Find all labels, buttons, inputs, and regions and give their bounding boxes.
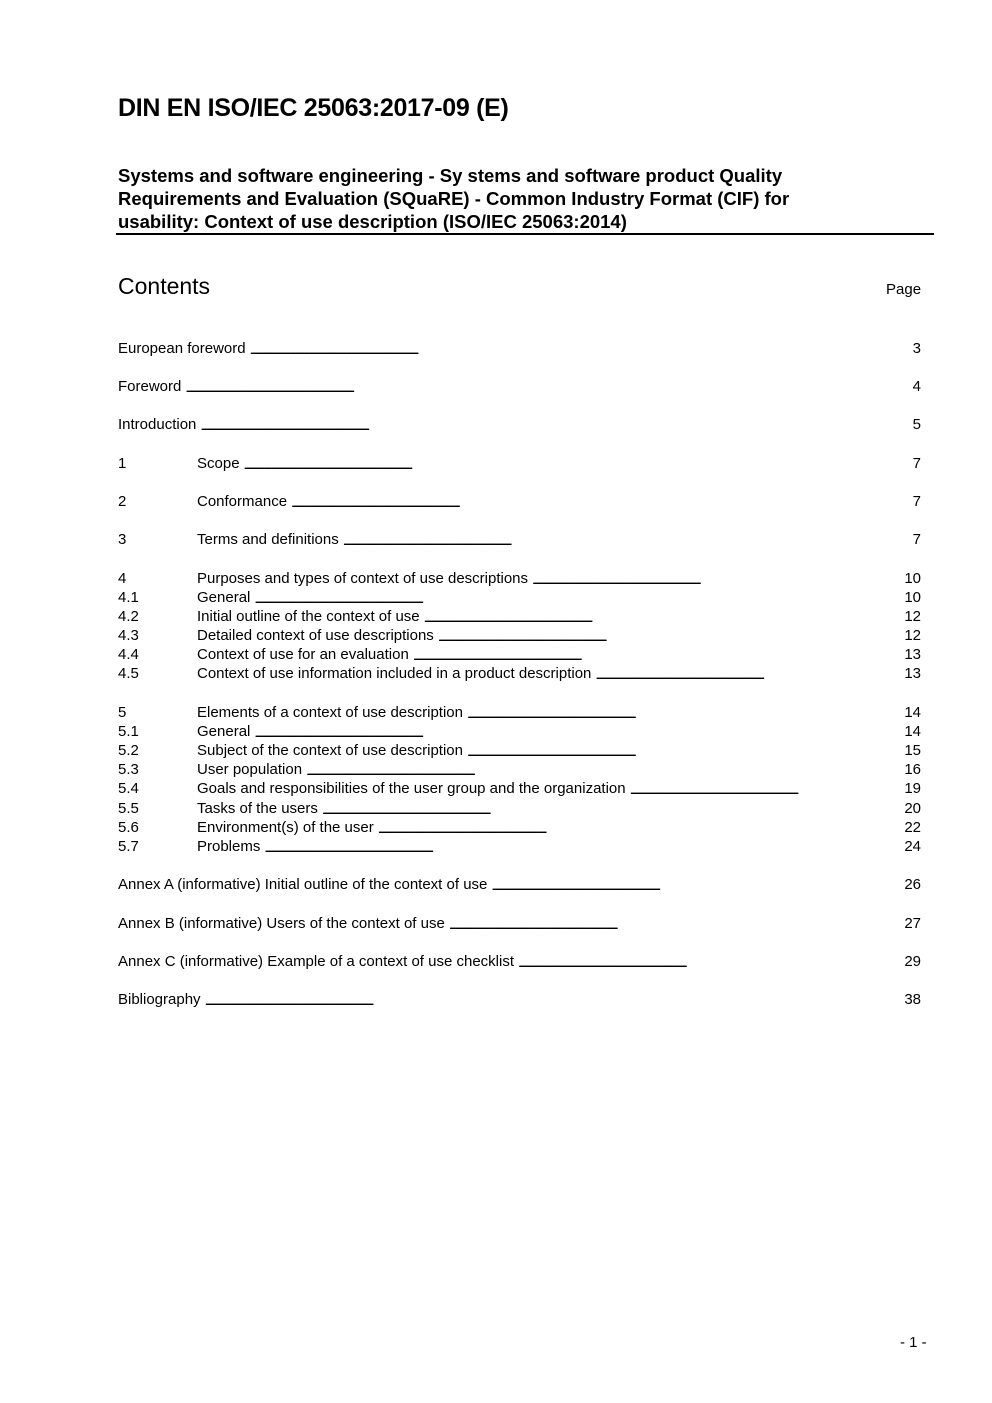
toc-entry-title: Context of use for an evaluation: [197, 646, 409, 663]
toc-entry[interactable]: [118, 339, 921, 358]
toc-entry-title: Initial outline of the context of use: [197, 608, 420, 625]
toc-entry[interactable]: [118, 818, 921, 837]
toc-entry-page: 15: [904, 742, 921, 759]
toc-dot-leader: [291, 493, 913, 512]
toc-entry[interactable]: [118, 875, 921, 894]
toc-entry-number: 5.1: [118, 723, 139, 740]
contents-heading: Contents: [118, 273, 211, 299]
toc-entry-title: Context of use information included in a product description: [197, 665, 592, 682]
toc-entry[interactable]: [118, 741, 921, 760]
toc-entry-page: 24: [904, 838, 921, 855]
toc-entry-page: 38: [904, 991, 921, 1008]
toc-entry-page: 3: [912, 340, 921, 357]
toc-entry-page: 14: [904, 704, 921, 721]
toc-entry-page: 7: [912, 493, 921, 510]
toc-dot-leader: [200, 416, 912, 435]
toc-entry-number: 4.5: [118, 665, 139, 682]
toc-entry-title: Tasks of the users: [197, 800, 318, 817]
toc-dot-leader: [518, 953, 904, 972]
document-id: DIN EN ISO/IEC 25063:2017-09 (E): [118, 94, 509, 122]
page-column-heading: Page: [886, 281, 922, 298]
toc-entry-title: Environment(s) of the user: [197, 819, 374, 836]
toc-dot-leader: [185, 378, 912, 397]
toc-dot-leader: [264, 838, 904, 857]
toc-entry-title: Elements of a context of use description: [197, 704, 463, 721]
toc-entry-page: 20: [904, 800, 921, 817]
toc-entry-number: 3: [118, 531, 127, 548]
toc-dot-leader: [491, 876, 904, 895]
toc-dot-leader: [254, 589, 904, 608]
toc-dot-leader: [205, 991, 905, 1010]
toc-dot-leader: [306, 761, 904, 780]
title-divider: [116, 233, 934, 235]
toc-entry-title: Annex A (informative) Initial outline of the context of use: [118, 876, 488, 893]
toc-entry[interactable]: [118, 990, 921, 1009]
toc-entry-title: Terms and definitions: [197, 531, 339, 548]
toc-entry-number: 4.4: [118, 646, 139, 663]
toc-dot-leader: [438, 627, 905, 646]
toc-dot-leader: [378, 819, 905, 838]
toc-entry-title: Scope: [197, 455, 240, 472]
toc-entry-page: 27: [904, 915, 921, 932]
toc-entry[interactable]: [118, 914, 921, 933]
toc-entry-page: 10: [904, 570, 921, 587]
toc-entry-title: Problems: [197, 838, 261, 855]
toc-entry[interactable]: [118, 779, 921, 798]
toc-entry[interactable]: [118, 703, 921, 722]
toc-entry[interactable]: [118, 799, 921, 818]
toc-dot-leader: [467, 704, 904, 723]
toc-entry-title: Introduction: [118, 416, 197, 433]
toc-entry-title: European foreword: [118, 340, 246, 357]
title-line: Systems and software engineering - Sy stems and software product Quality: [118, 165, 783, 186]
toc-entry-title: Annex C (informative) Example of a context of use checklist: [118, 953, 515, 970]
toc-entry-page: 16: [904, 761, 921, 778]
toc-entry[interactable]: [118, 626, 921, 645]
toc-entry-number: 5: [118, 704, 127, 721]
toc-entry-title: Subject of the context of use description: [197, 742, 463, 759]
toc-entry-page: 7: [912, 455, 921, 472]
toc-entry-page: 7: [912, 531, 921, 548]
toc-entry-title: Detailed context of use descriptions: [197, 627, 434, 644]
toc-entry-page: 26: [904, 876, 921, 893]
toc-dot-leader: [424, 608, 905, 627]
toc-entry-number: 4.2: [118, 608, 139, 625]
toc-entry-page: 22: [904, 819, 921, 836]
toc-entry-title: Conformance: [197, 493, 288, 510]
toc-entry-page: 19: [904, 780, 921, 797]
toc-entry-number: 1: [118, 455, 127, 472]
toc-entry-title: User population: [197, 761, 303, 778]
toc-entry-title: Annex B (informative) Users of the context of use: [118, 915, 445, 932]
toc-entry-title: Bibliography: [118, 991, 201, 1008]
toc-dot-leader: [322, 800, 904, 819]
toc-entry[interactable]: [118, 837, 921, 856]
toc-entry[interactable]: [118, 377, 921, 396]
toc-entry[interactable]: [118, 569, 921, 588]
toc-entry[interactable]: [118, 760, 921, 779]
toc-entry-page: 12: [904, 608, 921, 625]
toc-entry[interactable]: [118, 454, 921, 473]
toc-dot-leader: [254, 723, 904, 742]
toc-dot-leader: [630, 780, 905, 799]
title-line: usability: Context of use description (ISO/IEC 25063:2014): [118, 211, 627, 232]
toc-entry[interactable]: [118, 664, 921, 683]
toc-entry[interactable]: [118, 588, 921, 607]
toc-entry[interactable]: [118, 530, 921, 549]
toc-entry-page: 13: [904, 665, 921, 682]
toc-dot-leader: [244, 455, 913, 474]
toc-entry-page: 29: [904, 953, 921, 970]
toc-entry[interactable]: [118, 607, 921, 626]
toc-entry-number: 4.3: [118, 627, 139, 644]
document-title: [118, 164, 898, 233]
toc-entry[interactable]: [118, 492, 921, 511]
toc-dot-leader: [467, 742, 904, 761]
toc-dot-leader: [449, 915, 904, 934]
toc-entry-number: 5.5: [118, 800, 139, 817]
toc-entry[interactable]: [118, 722, 921, 741]
toc-entry-title: General: [197, 723, 251, 740]
toc-entry[interactable]: [118, 645, 921, 664]
toc-entry[interactable]: [118, 415, 921, 434]
title-line: Requirements and Evaluation (SQuaRE) - Common Industry Format (CIF) for: [118, 188, 790, 209]
toc-dot-leader: [413, 646, 905, 665]
toc-entry-number: 2: [118, 493, 127, 510]
toc-entry-page: 13: [904, 646, 921, 663]
toc-entry-page: 10: [904, 589, 921, 606]
toc-dot-leader: [595, 665, 904, 684]
toc-dot-leader: [532, 570, 904, 589]
toc-dot-leader: [250, 340, 913, 359]
toc-entry-title: Goals and responsibilities of the user group and the organization: [197, 780, 626, 797]
toc-entry-number: 4.1: [118, 589, 139, 606]
toc-entry-number: 5.4: [118, 780, 139, 797]
toc-entry-number: 5.7: [118, 838, 139, 855]
toc-entry-page: 12: [904, 627, 921, 644]
toc-entry-title: Purposes and types of context of use descriptions: [197, 570, 529, 587]
toc-entry-number: 4: [118, 570, 127, 587]
toc-entry-number: 5.2: [118, 742, 139, 759]
toc-entry-page: 5: [912, 416, 921, 433]
toc-dot-leader: [343, 531, 913, 550]
footer-page-number: - 1 -: [900, 1334, 927, 1351]
toc-entry-page: 4: [912, 378, 921, 395]
toc-entry-title: Foreword: [118, 378, 182, 395]
toc-entry-number: 5.6: [118, 819, 139, 836]
toc-entry[interactable]: [118, 952, 921, 971]
toc-entry-number: 5.3: [118, 761, 139, 778]
toc-entry-title: General: [197, 589, 251, 606]
toc-entry-page: 14: [904, 723, 921, 740]
